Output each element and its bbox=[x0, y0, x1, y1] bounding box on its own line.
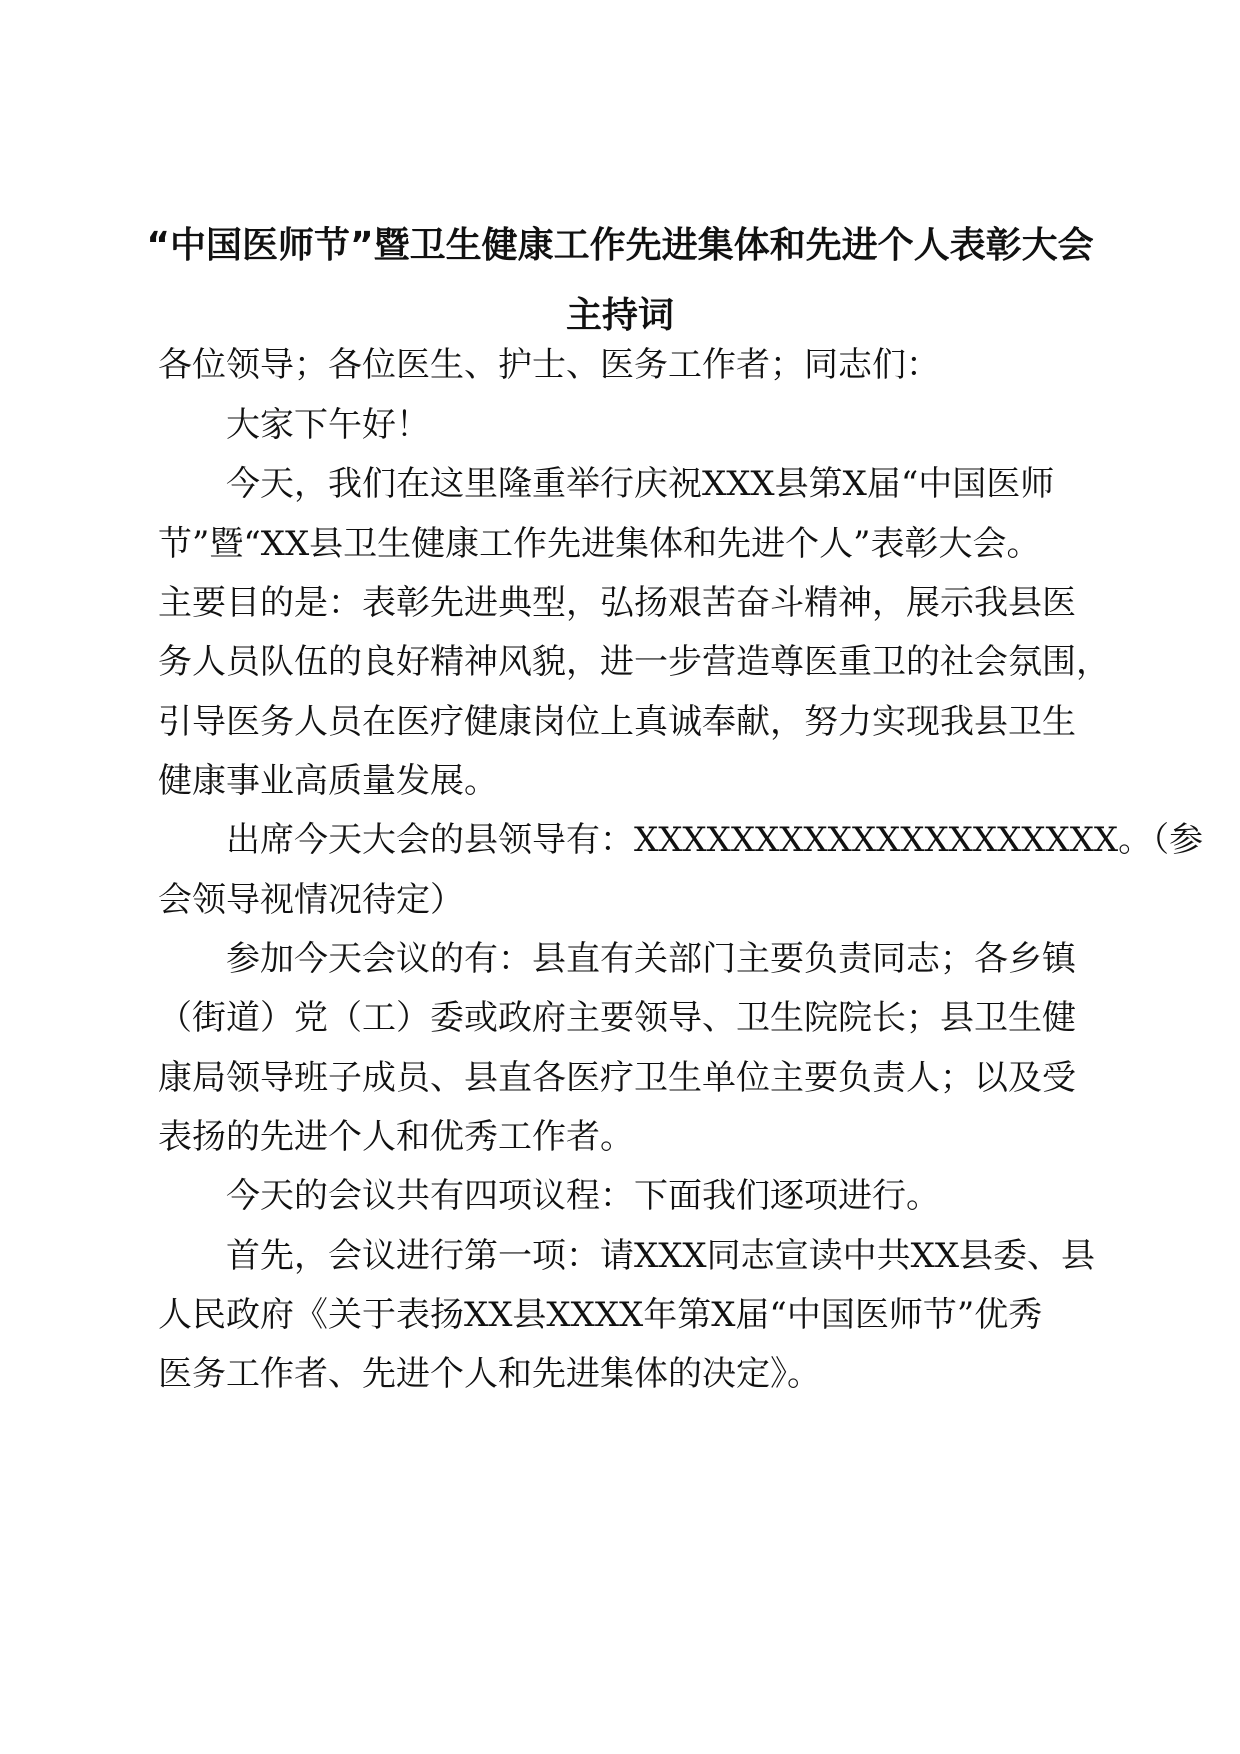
paragraph-line: 参加今天会议的有：县直有关部门主要负责同志；各乡镇 bbox=[226, 939, 1076, 979]
greeting-line: 大家下午好！ bbox=[226, 405, 430, 445]
paragraph-line: 今天，我们在这里隆重举行庆祝XXX县第X届“中国医师 bbox=[226, 464, 1055, 504]
paragraph-line: 表扬的先进个人和优秀工作者。 bbox=[158, 1117, 634, 1157]
salutation-line: 各位领导；各位医生、护士、医务工作者；同志们： bbox=[158, 345, 940, 385]
paragraph-line: 会领导视情况待定） bbox=[158, 880, 464, 920]
paragraph-line: 人民政府《关于表扬XX县XXXX年第X届“中国医师节”优秀 bbox=[158, 1295, 1043, 1335]
document-title-line-1: “中国医师节”暨卫生健康工作先进集体和先进个人表彰大会 bbox=[146, 225, 1094, 266]
paragraph-line: 医务工作者、先进个人和先进集体的决定》。 bbox=[158, 1354, 821, 1394]
paragraph-line: 引导医务人员在医疗健康岗位上真诚奉献，努力实现我县卫生 bbox=[158, 702, 1076, 742]
paragraph-line: 节”暨“XX县卫生健康工作先进集体和先进个人”表彰大会。 bbox=[158, 524, 1041, 564]
paragraph-line: （街道）党（工）委或政府主要领导、卫生院院长；县卫生健 bbox=[158, 998, 1076, 1038]
paragraph-line: 健康事业高质量发展。 bbox=[158, 761, 498, 801]
paragraph-line: 主要目的是：表彰先进典型，弘扬艰苦奋斗精神，展示我县医 bbox=[158, 583, 1076, 623]
paragraph-line: 今天的会议共有四项议程：下面我们逐项进行。 bbox=[226, 1176, 940, 1216]
paragraph-line: 康局领导班子成员、县直各医疗卫生单位主要负责人；以及受 bbox=[158, 1058, 1076, 1098]
paragraph-line: 出席今天大会的县领导有：XXXXXXXXXXXXXXXXXXXX。（参 bbox=[226, 820, 1204, 860]
paragraph-line: 首先，会议进行第一项：请XXX同志宣读中共XX县委、县 bbox=[226, 1236, 1096, 1276]
paragraph-line: 务人员队伍的良好精神风貌，进一步营造尊医重卫的社会氛围， bbox=[158, 642, 1110, 682]
document-title-line-2: 主持词 bbox=[565, 295, 674, 336]
